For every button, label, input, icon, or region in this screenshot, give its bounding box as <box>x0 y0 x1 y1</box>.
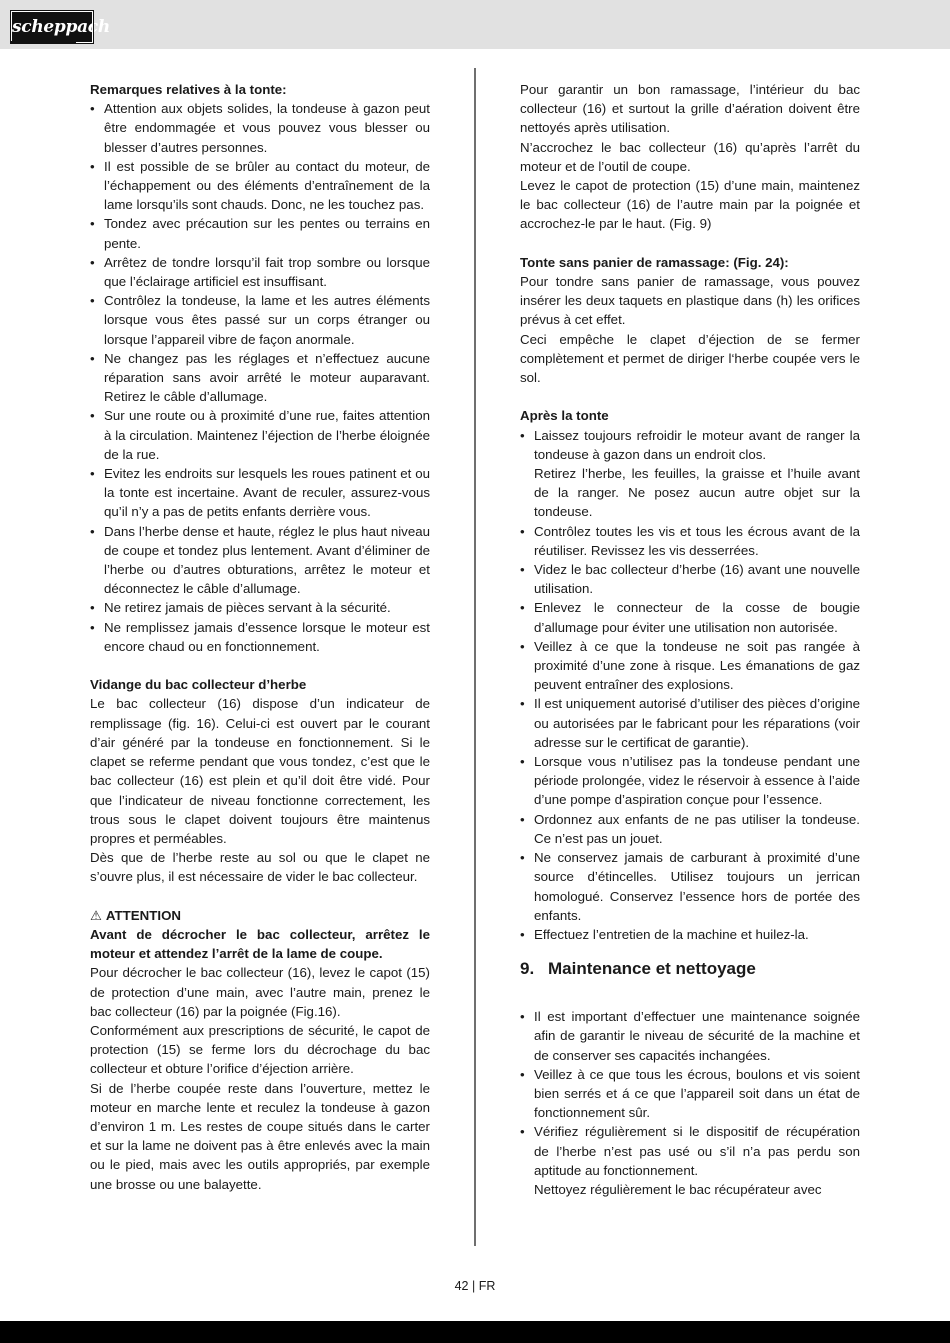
paragraph: Pour tondre sans panier de ramassage, vous pouvez insérer les deux taquets en plastique dans (h) les orifices prévus à cet effet. <box>520 274 860 328</box>
list-item: • Veillez à ce que tous les écrous, boulons et vis soient bien serrés et á ce que l’appareil soit dans un état de fonctionnement sûr. <box>520 1065 860 1123</box>
scheppach-logo: scheppach <box>11 11 93 43</box>
right-column <box>520 80 860 1199</box>
column-divider <box>474 68 476 1246</box>
after-mowing-list <box>520 426 860 944</box>
warning-title: ATTENTION <box>105 907 182 923</box>
list-item: • Tondez avec précaution sur les pentes ou terrains en pente. <box>90 214 430 252</box>
section-title: Maintenance et nettoyage <box>548 959 756 979</box>
paragraph: Si de l’herbe coupée reste dans l’ouverture, mettez le moteur en marche lente et reculez la tondeuse à gazon d’environ 1 m. Les restes de coupe situés dans le carter et sur la lame ne doivent pas à être enlevés avec la main ou le pied, mais avec les outils appropriés, par exemple une brosse ou une balayette. <box>90 1080 430 1192</box>
heading-mowing-remarks: Remarques relatives à la tonte: <box>90 82 287 97</box>
list-item: • Contrôlez toutes les vis et tous les écrous avant de la réutiliser. Revissez les vis desserrées. <box>520 522 860 560</box>
section-number: 9. <box>520 959 535 979</box>
heading-after-mowing: Après la tonte <box>520 408 609 424</box>
list-item-text: Retirez l’herbe, les feuilles, la graisse et l’huile avant de la ranger. Ne posez aucun autre objet sur la tondeuse. <box>534 466 860 520</box>
left-column <box>90 80 430 1194</box>
list-item-text: Nettoyez régulièrement le bac récupérateur avec <box>534 1181 822 1197</box>
footer-bar <box>0 1321 950 1343</box>
heading-mowing-without-basket: Tonte sans panier de ramassage: (Fig. 24): <box>520 254 789 270</box>
paragraph: N’accrochez le bac collecteur (16) qu’après l’arrêt du moteur et de l’outil de coupe. <box>520 139 860 174</box>
list-item-text: • Vérifiez régulièrement si le dispositif de récupération de l’herbe n’est pas usé ou s’il n’a pas perdu son aptitude au fonctionnement. <box>534 1124 860 1178</box>
list-item: • Ne remplissez jamais d’essence lorsque le moteur est encore chaud ou en fonctionnement. <box>90 618 430 656</box>
list-item: • Ordonnez aux enfants de ne pas utiliser la tondeuse. Ce n’est pas un jouet. <box>520 810 860 848</box>
list-item: • Il est uniquement autorisé d’utiliser des pièces d’origine ou autorisées par le fabricant pour les réparations (voir adresse sur le certificat de garantie). <box>520 694 860 752</box>
list-item: • Dans l’herbe dense et haute, réglez le plus haut niveau de coupe et tondez plus lentement. Avant d’éliminer de l’herbe ou d’autres obturations, arrêtez le moteur et déconnectez le câble d’allumage. <box>90 522 430 599</box>
paragraph: Conformément aux prescriptions de sécurité, le capot de protection (15) se ferme lors du décrochage du bac collecteur et obture l’orifice d’éjection arrière. <box>90 1022 430 1077</box>
mowing-remarks-list <box>90 99 430 656</box>
list-item-text: • Laissez toujours refroidir le moteur avant de ranger la tondeuse à gazon dans un endroit clos. <box>534 427 860 462</box>
list-item: • Videz le bac collecteur d’herbe (16) avant une nouvelle utilisation. <box>520 560 860 598</box>
paragraph: Levez le capot de protection (15) d’une main, maintenez le bac collecteur (16) de l’autre main par la poignée et accrochez-le par le haut. (Fig. 9) <box>520 178 860 232</box>
list-item: • Sur une route ou à proximité d’une rue, faites attention à la circulation. Maintenez l’éjection de l’herbe éloignée de la rue. <box>90 406 430 464</box>
list-item: • Lorsque vous n’utilisez pas la tondeuse pendant une période prolongée, videz le réservoir à essence à l’aide d’une pompe d’aspiration conçue pour l’essence. <box>520 752 860 810</box>
list-item: • Arrêtez de tondre lorsqu’il fait trop sombre ou lorsque que l’éclairage artificiel est insuffisant. <box>90 253 430 291</box>
header-bar <box>0 0 950 49</box>
paragraph: Pour garantir un bon ramassage, l’intérieur du bac collecteur (16) et surtout la grille d’aération doivent être nettoyés après utilisation. <box>520 82 860 136</box>
paragraph: Le bac collecteur (16) dispose d’un indicateur de remplissage (fig. 16). Celui-ci est ouvert par le courant d’air généré par la tondeuse en fonctionnement. Si le clapet se referme pendant que vous tondez, c’est que le bac collecteur (16) est plein et qu’il doit être vidé. Pour que l’indicateur de niveau fonctionne correctement, les trous sous le clapet doivent toujours être maintenus propres et perméables. <box>90 696 430 846</box>
page-number: 42 | FR <box>454 1279 496 1293</box>
logo-underline <box>11 41 76 43</box>
warning-text: Avant de décrocher le bac collecteur, arrêtez le moteur et attendez l’arrêt de la lame de coupe. <box>90 926 430 962</box>
list-item: • Ne conservez jamais de carburant à proximité d’une source d’étincelles. Utilisez toujours un jerrican homologué. Conservez l’essence hors de portée des enfants. <box>520 848 860 925</box>
list-item <box>520 1122 860 1199</box>
paragraph: Ceci empêche le clapet d’éjection de se fermer complètement et permet de diriger l‘herbe coupée vers le sol. <box>520 331 860 386</box>
list-item: • Ne changez pas les réglages et n’effectuez aucune réparation sans avoir arrêté le moteur auparavant. Retirez le câble d’allumage. <box>90 349 430 407</box>
list-item: • Evitez les endroits sur lesquels les roues patinent et ou la tonte est incertaine. Avant de reculer, assurez-vous qu’il n’y a pas de petits enfants derrière vous. <box>90 464 430 522</box>
list-item: • Il est possible de se brûler au contact du moteur, de l’échappement ou des éléments d’entraînement de la lame lorsqu’ils sont chauds. Donc, ne les touchez pas. <box>90 157 430 215</box>
list-item: • Enlevez le connecteur de la cosse de bougie d’allumage pour éviter une utilisation non autorisée. <box>520 598 860 636</box>
maintenance-list <box>520 1007 860 1199</box>
list-item: • Effectuez l’entretien de la machine et huilez-la. <box>520 925 860 944</box>
section-heading-maintenance <box>520 958 860 980</box>
list-item: • Attention aux objets solides, la tondeuse à gazon peut être endommagée et vous pouvez vous blesser ou blesser d’autres personnes. <box>90 99 430 157</box>
warning-heading <box>90 906 430 925</box>
heading-emptying-collector: Vidange du bac collecteur d’herbe <box>90 677 307 693</box>
list-item <box>520 426 860 522</box>
warning-icon: ⚠ <box>90 907 102 923</box>
paragraph: Dès que de l’herbe reste au sol ou que le clapet ne s’ouvre plus, il est nécessaire de vider le bac collecteur. <box>90 850 430 885</box>
list-item: • Il est important d’effectuer une maintenance soignée afin de garantir le niveau de sécurité de la machine et de conserver ses capacités inchangées. <box>520 1007 860 1065</box>
list-item: • Veillez à ce que la tondeuse ne soit pas rangée à proximité d’une zone à risque. Les émanations de gaz peuvent entraîner des explosions. <box>520 637 860 695</box>
list-item: • Ne retirez jamais de pièces servant à la sécurité. <box>90 598 430 617</box>
paragraph: Pour décrocher le bac collecteur (16), levez le capot (15) de protection d’une main, avec l’autre main, prenez le bac collecteur (16) par la poignée (Fig.16). <box>90 965 430 1019</box>
list-item: • Contrôlez la tondeuse, la lame et les autres éléments lorsque vous êtes passé sur un corps étranger ou lorsque l’appareil vibre de façon anormale. <box>90 291 430 349</box>
